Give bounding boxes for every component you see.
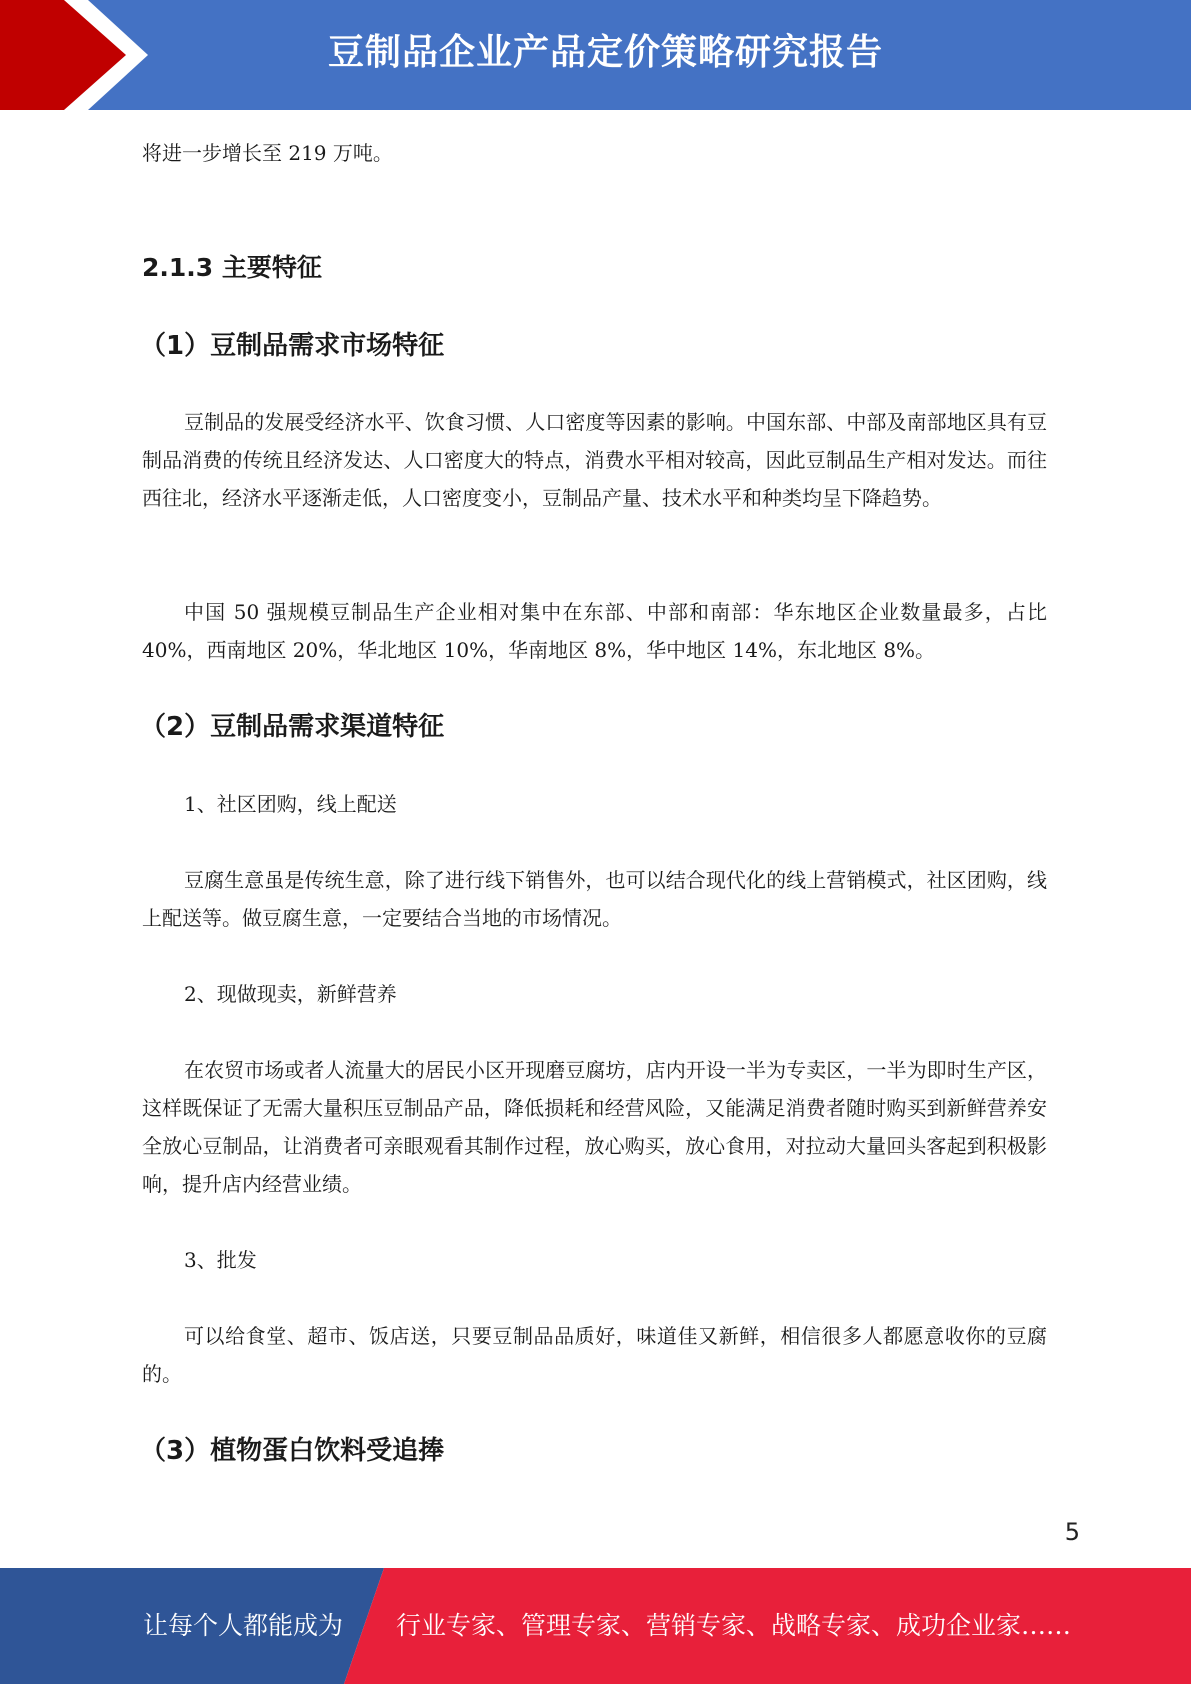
page-number: 5 <box>1064 1518 1080 1546</box>
section-heading: 2.1.3 主要特征 <box>142 253 322 282</box>
list-item-text-3: 可以给食堂、超市、饭店送，只要豆制品品质好，味道佳又新鲜，相信很多人都愿意收你的豆腐的。 <box>142 1324 1047 1386</box>
subsection-heading-1: （1）豆制品需求市场特征 <box>140 331 445 361</box>
list-item-title-1: 1、社区团购，线上配送 <box>184 792 397 816</box>
paragraph-top50-distribution: 中国 50 强规模豆制品生产企业相对集中在东部、中部和南部：华东地区企业数量最多，占比 40%，西南地区 20%，华北地区 10%，华南地区 8%，华中地区 14%，东北地区 8%。 <box>142 600 1047 662</box>
subsection-heading-2: （2）豆制品需求渠道特征 <box>140 712 445 742</box>
footer-slogan-left: 让每个人都能成为 <box>143 1611 344 1640</box>
page-footer <box>0 1568 1191 1684</box>
paragraph-demand-market: 豆制品的发展受经济水平、饮食习惯、人口密度等因素的影响。中国东部、中部及南部地区具有豆制品消费的传统且经济发达、人口密度大的特点，消费水平相对较高，因此豆制品生产相对发达。而往西往北，经济水平逐渐走低，人口密度变小，豆制品产量、技术水平和种类均呈下降趋势。 <box>142 410 1047 510</box>
intro-paragraph: 将进一步增长至 219 万吨。 <box>142 141 393 165</box>
list-item-text-2: 在农贸市场或者人流量大的居民小区开现磨豆腐坊，店内开设一半为专卖区，一半为即时生产区，这样既保证了无需大量积压豆制品产品，降低损耗和经营风险，又能满足消费者随时购买到新鲜营养安全放心豆制品，让消费者可亲眼观看其制作过程，放心购买，放心食用，对拉动大量回头客起到积极影响，提升店内经营业绩。 <box>142 1058 1047 1196</box>
list-item-title-2: 2、现做现卖，新鲜营养 <box>184 982 397 1006</box>
page-header <box>0 0 1191 110</box>
subsection-heading-3: （3）植物蛋白饮料受追捧 <box>140 1436 445 1466</box>
list-item-title-3: 3、批发 <box>184 1248 257 1272</box>
footer-slogan-right: 行业专家、管理专家、营销专家、战略专家、成功企业家…… <box>396 1611 1072 1640</box>
document-title: 豆制品企业产品定价策略研究报告 <box>327 32 883 73</box>
list-item-text-1: 豆腐生意虽是传统生意，除了进行线下销售外，也可以结合现代化的线上营销模式，社区团购，线上配送等。做豆腐生意，一定要结合当地的市场情况。 <box>142 868 1047 930</box>
